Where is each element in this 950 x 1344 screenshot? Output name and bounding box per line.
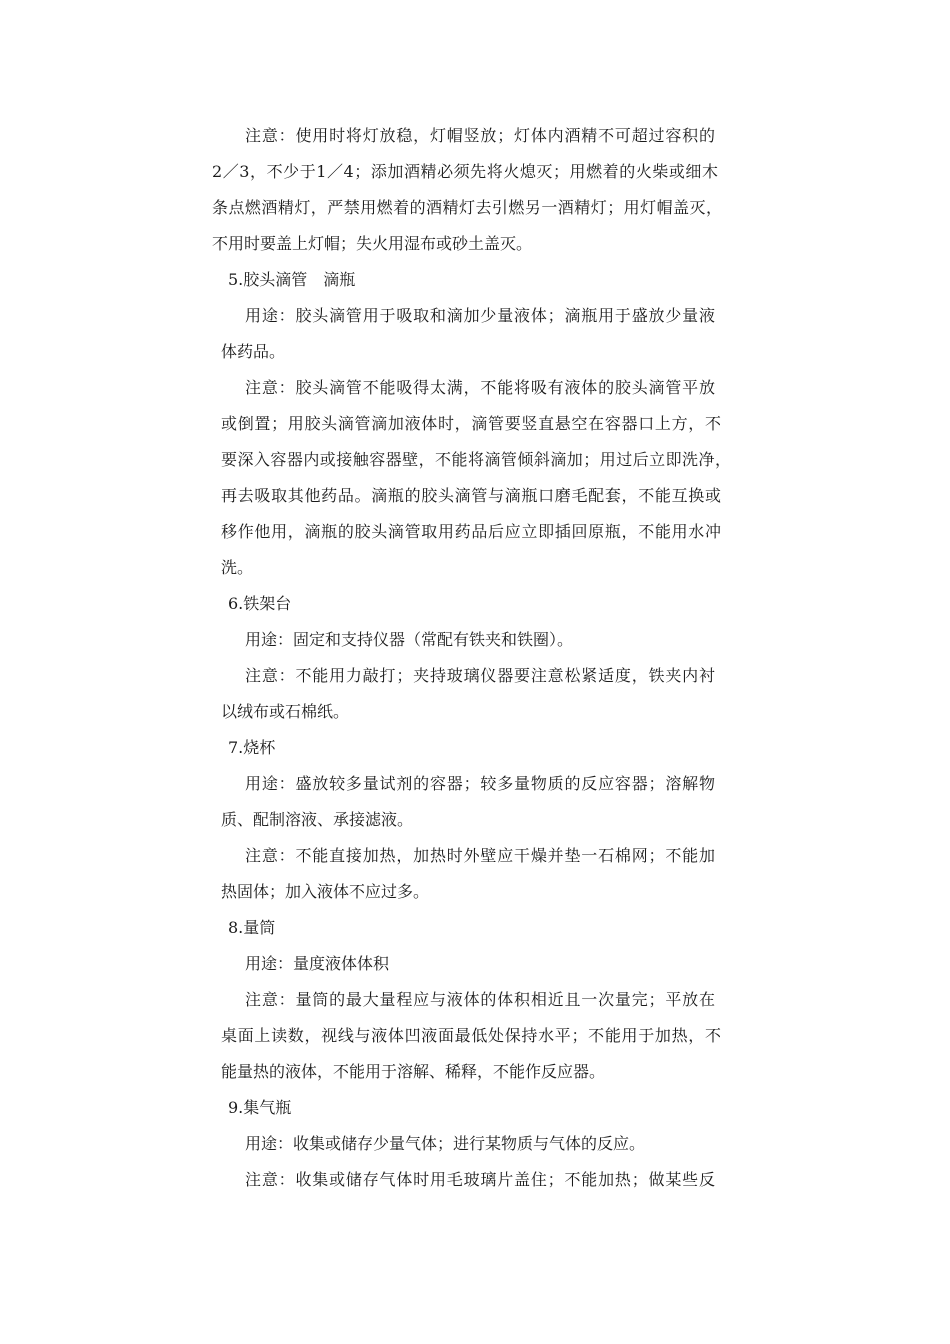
- paragraph-line: 以绒布或石棉纸。: [221, 702, 350, 721]
- paragraph-line: 注意：不能用力敲打；夹持玻璃仪器要注意松紧适度，铁夹内衬: [245, 666, 716, 685]
- paragraph-line: 注意：不能直接加热，加热时外壁应干燥并垫一石棉网；不能加: [245, 846, 716, 865]
- section-heading: 5.胶头滴管 滴瓶: [228, 270, 356, 289]
- paragraph-line: 能量热的液体，不能用于溶解、稀释，不能作反应器。: [221, 1062, 606, 1081]
- paragraph-line: 用途：收集或储存少量气体；进行某物质与气体的反应。: [245, 1134, 646, 1153]
- paragraph-line: 移作他用，滴瓶的胶头滴管取用药品后应立即插回原瓶，不能用水冲: [221, 522, 722, 541]
- paragraph-line: 或倒置；用胶头滴管滴加液体时，滴管要竖直悬空在容器口上方，不: [221, 414, 722, 433]
- paragraph-line: 质、配制溶液、承接滤液。: [221, 810, 414, 829]
- section-heading: 6.铁架台: [228, 594, 292, 613]
- paragraph-line: 要深入容器内或接触容器壁，不能将滴管倾斜滴加；用过后立即洗净，: [221, 450, 732, 469]
- paragraph-line: 注意：胶头滴管不能吸得太满，不能将吸有液体的胶头滴管平放: [245, 378, 716, 397]
- paragraph-line: 用途：盛放较多量试剂的容器；较多量物质的反应容器；溶解物: [245, 774, 716, 793]
- paragraph-line: 2／3，不少于1／4；添加酒精必须先将火熄灭；用燃着的火柴或细木: [212, 162, 719, 181]
- paragraph-line: 体药品。: [221, 342, 286, 361]
- section-heading: 7.烧杯: [228, 738, 276, 757]
- section-heading: 9.集气瓶: [228, 1098, 292, 1117]
- paragraph-line: 热固体；加入液体不应过多。: [221, 882, 430, 901]
- section-heading: 8.量筒: [228, 918, 276, 937]
- paragraph-line: 再去吸取其他药品。滴瓶的胶头滴管与滴瓶口磨毛配套，不能互换或: [221, 486, 722, 505]
- paragraph-line: 洗。: [221, 558, 254, 577]
- paragraph-line: 注意：使用时将灯放稳，灯帽竖放；灯体内酒精不可超过容积的: [245, 126, 716, 145]
- paragraph-line: 用途：固定和支持仪器（常配有铁夹和铁圈）。: [245, 630, 574, 649]
- paragraph-line: 条点燃酒精灯，严禁用燃着的酒精灯去引燃另一酒精灯；用灯帽盖灭，: [212, 198, 723, 217]
- paragraph-line: 注意：量筒的最大量程应与液体的体积相近且一次量完；平放在: [245, 990, 716, 1009]
- paragraph-line: 用途：量度液体体积: [245, 954, 390, 973]
- paragraph-line: 用途：胶头滴管用于吸取和滴加少量液体；滴瓶用于盛放少量液: [245, 306, 716, 325]
- paragraph-line: 注意：收集或储存气体时用毛玻璃片盖住；不能加热；做某些反: [245, 1170, 716, 1189]
- paragraph-line: 不用时要盖上灯帽；失火用湿布或砂土盖灭。: [212, 234, 533, 253]
- paragraph-line: 桌面上读数，视线与液体凹液面最低处保持水平；不能用于加热，不: [221, 1026, 722, 1045]
